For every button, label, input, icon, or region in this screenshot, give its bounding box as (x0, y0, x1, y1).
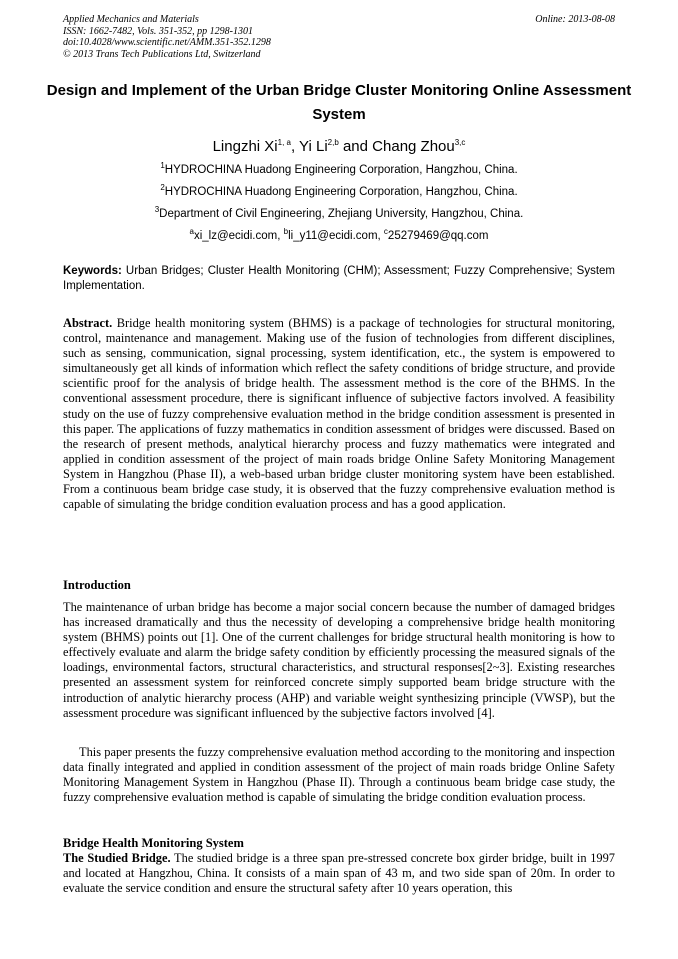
keywords-text: Urban Bridges; Cluster Health Monitoring (CHM); Assessment; Fuzzy Comprehensive; System Implementation. (63, 265, 615, 292)
affiliation-superscript: 3 (154, 205, 160, 215)
email-address[interactable]: xi_lz@ecidi.com, (193, 230, 284, 242)
affiliation-superscript: 1 (160, 161, 165, 171)
author-name: Lingzhi Xi (212, 138, 278, 155)
affiliation-text: Department of Civil Engineering, Zhejiang University, Hangzhou, China. (159, 208, 524, 220)
author-separator: and (338, 138, 373, 155)
affiliation (40, 163, 638, 177)
email-address[interactable]: 25279469@qq.com (387, 230, 489, 242)
email-superscript: c (383, 227, 388, 237)
author-separator: , (290, 138, 300, 155)
email-superscript: a (189, 227, 194, 237)
copyright-line: © 2013 Trans Tech Publications Ltd, Switzerland (63, 48, 261, 60)
email-line (40, 229, 638, 243)
author-superscript: 2,b (327, 138, 339, 147)
email-superscript: b (283, 227, 289, 237)
author-name: Chang Zhou (372, 138, 455, 155)
studied-bridge-text: The studied bridge is a three span pre-stressed concrete box girder bridge, built in 1997 and located at Hangzhou, China. It consists of a main span of 43 m, and two side span of 20m. In order to evaluate the service condition and ensure the structural safety after 10 years operation, this (63, 851, 615, 896)
author-name: Yi Li (299, 138, 328, 155)
studied-bridge-label: The Studied Bridge. (63, 851, 171, 865)
keywords-section (63, 264, 615, 294)
author-superscript: 1, a (277, 138, 291, 147)
affiliation (40, 185, 638, 199)
issn-line: ISSN: 1662-7482, Vols. 351-352, pp 1298-1301 (63, 25, 253, 37)
journal-name: Applied Mechanics and Materials (63, 14, 199, 25)
introduction-paragraph: This paper presents the fuzzy comprehensive evaluation method according to the monitoring and inspection data finally integrated and applied in condition assessment of the project of main roads bridge Online Safety Monitoring Management System in Hangzhou (Phase II). Through a continuous beam bridge case study, the fuzzy comprehensive evaluation method is capable of simulating the bridge condition evaluation process. (63, 745, 615, 805)
keywords-label: Keywords: (63, 265, 122, 277)
affiliation (40, 207, 638, 221)
abstract-text: Bridge health monitoring system (BHMS) is a package of technologies for structural monitoring, control, maintenance and management. Making use of the fusion of technologies from different disciplines, such as sensing, communication, signal processing, system identification, etc., the system is empowered to simultaneously get all kinds of information which reflect the safety conditions of bridge structure, and provide scientific proof for the analysis of bridge health. The assessment method is the core of the BHMS. In the conventional assessment procedure, there is significant influence of subjective factors involved. A feasibility study on the use of fuzzy comprehensive evaluation method in the bridge condition assessment is presented in this paper. The applications of fuzzy mathematics in condition assessment of bridges were discussed. Based on the research of present methods, analytical hierarchy process and fuzzy mathematics were integrated and applied in condition assessment of the project of main roads bridge Online Safety Monitoring Management System in Hangzhou (Phase II), a web-based urban bridge cluster monitoring system have been established. From a continuous beam bridge case study, it is observed that the fuzzy comprehensive evaluation method is capable of simulating the bridge condition evaluation process and has a good application. (63, 316, 615, 512)
email-address[interactable]: li_y11@ecidi.com, (288, 230, 384, 242)
affiliation-text: HYDROCHINA Huadong Engineering Corporation, Hangzhou, China. (164, 186, 518, 198)
author-superscript: 3,c (454, 138, 466, 147)
abstract-label: Abstract. (63, 316, 113, 330)
affiliation-text: HYDROCHINA Huadong Engineering Corporation, Hangzhou, China. (164, 164, 518, 176)
doi-line: doi:10.4028/www.scientific.net/AMM.351-352.1298 (63, 37, 271, 48)
affiliation-superscript: 2 (160, 183, 165, 193)
abstract-paragraph (63, 316, 615, 512)
author-line (40, 137, 638, 157)
introduction-heading: Introduction (63, 578, 131, 592)
introduction-paragraph: The maintenance of urban bridge has become a major social concern because the number of damaged bridges has increased dramatically and thus the necessity of developing a comprehensive bridge health monitoring system (BHMS) points out [1]. One of the current challenges for bridge structural health monitoring is how to effectively evaluate and alarm the bridge safety condition by efficiently processing the measured signals of the loadings, environmental factors, structural characteristics, and structural responses[2~3]. Existing researches presented an assessment system for reinforced concrete simply supported beam bridge structure with the introduction of analytic hierarchy process (AHP) and variable weight synthesizing principle (VWSP), but the assessment procedure was significant influenced by the subjective factors involved [4]. (63, 600, 615, 720)
journal-header (63, 14, 615, 60)
paper-title: Design and Implement of the Urban Bridge Cluster Monitoring Online Assessment System (46, 82, 632, 123)
online-date: Online: 2013-08-08 (535, 14, 615, 25)
bhms-paragraph (63, 851, 615, 896)
bhms-heading: Bridge Health Monitoring System (63, 836, 244, 850)
